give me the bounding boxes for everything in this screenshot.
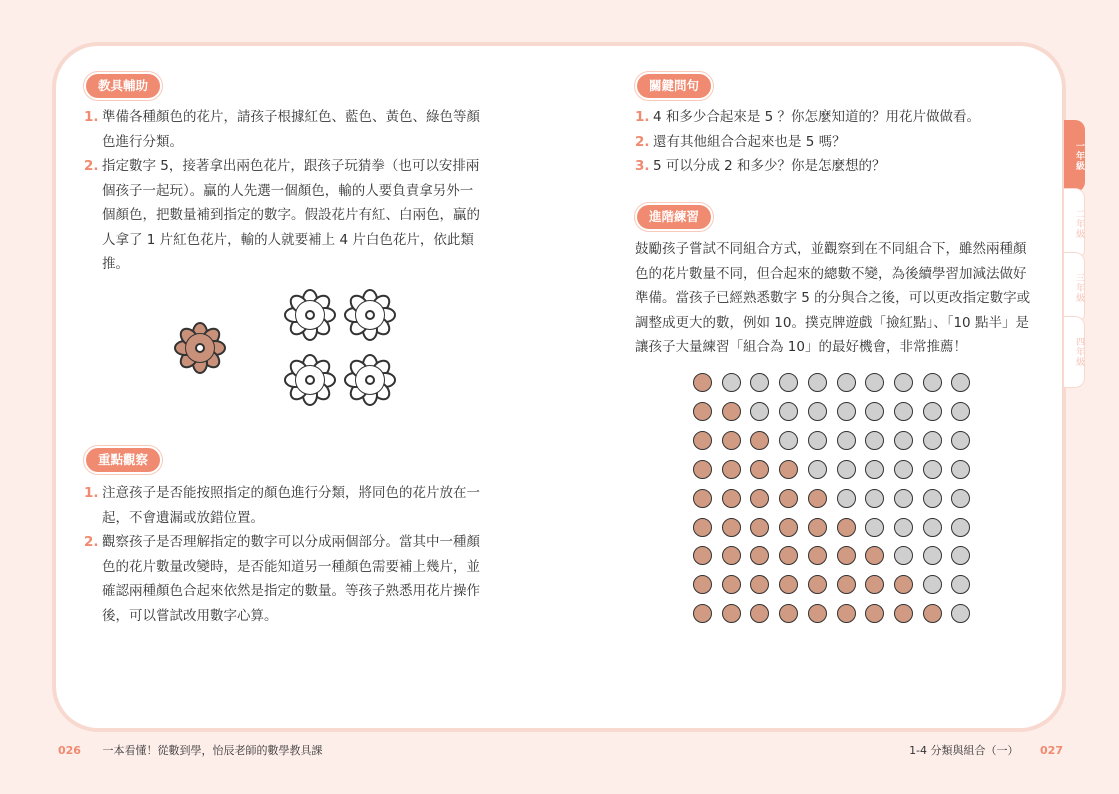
plain-dot — [923, 373, 942, 392]
plain-dot — [779, 431, 798, 450]
colored-dot — [779, 518, 798, 537]
white-flower-chip — [285, 290, 335, 340]
colored-dot — [923, 604, 942, 623]
list-number: 1. — [84, 109, 99, 125]
white-flower-chip — [285, 355, 335, 405]
list-item — [84, 105, 486, 154]
plain-dot — [894, 518, 913, 537]
list-text: 4 和多少合起來是 5 ？你怎麼知道的？用花片做做看。 — [653, 109, 981, 125]
tab-grade-1[interactable]: 一年級 — [1064, 120, 1085, 192]
plain-dot — [837, 460, 856, 479]
colored-dot — [750, 460, 769, 479]
section-title-key-questions: 關鍵問句 — [637, 74, 711, 98]
plain-dot — [894, 402, 913, 421]
colored-dot — [693, 373, 712, 392]
plain-dot — [894, 431, 913, 450]
list-item — [635, 154, 1045, 179]
list-text: 準備各種顏色的花片，請孩子根據紅色、藍色、黃色、綠色等顏色進行分類。 — [102, 109, 480, 150]
list-text: 還有其他組合合起來也是 5 嗎？ — [653, 133, 846, 150]
colored-dot — [693, 460, 712, 479]
plain-dot — [865, 402, 884, 421]
list-number: 3. — [635, 158, 650, 174]
colored-dot — [750, 518, 769, 537]
plain-dot — [722, 373, 741, 392]
white-flower-chip — [345, 290, 395, 340]
colored-dot — [722, 604, 741, 623]
plain-dot — [837, 489, 856, 508]
colored-dot — [693, 489, 712, 508]
section-title-advanced-practice: 進階練習 — [637, 205, 711, 229]
plain-dot — [923, 546, 942, 565]
plain-dot — [808, 402, 827, 421]
colored-dot — [808, 489, 827, 508]
colored-dot — [722, 489, 741, 508]
colored-dot — [837, 518, 856, 537]
colored-dot — [837, 604, 856, 623]
plain-dot — [951, 518, 970, 537]
plain-dot — [865, 489, 884, 508]
list-number: 2. — [84, 158, 99, 174]
left-page-number: 026 — [58, 744, 81, 757]
colored-dot — [808, 518, 827, 537]
plain-dot — [865, 460, 884, 479]
white-flower-chip — [345, 355, 395, 405]
colored-dot — [722, 518, 741, 537]
colored-flower-chip — [175, 323, 225, 373]
plain-dot — [865, 431, 884, 450]
colored-dot — [894, 604, 913, 623]
plain-dot — [865, 518, 884, 537]
plain-dot — [837, 402, 856, 421]
colored-dot — [779, 489, 798, 508]
list-item — [635, 130, 1045, 155]
teaching-aids-list — [84, 105, 486, 277]
plain-dot — [894, 373, 913, 392]
colored-dot — [722, 431, 741, 450]
section-title-key-observation: 重點觀察 — [86, 448, 160, 472]
key-questions-list — [635, 105, 1045, 179]
flower-illustration — [160, 285, 420, 415]
colored-dot — [693, 402, 712, 421]
colored-dot — [722, 460, 741, 479]
colored-dot — [693, 431, 712, 450]
list-item — [635, 105, 1045, 130]
colored-dot — [837, 575, 856, 594]
list-text: 觀察孩子是否理解指定的數字可以分成兩個部分。當其中一種顏色的花片數量改變時，是否能知道另一種顏色需要補上幾片，並確認兩種顏色合起來依然是指定的數量。等孩子熟悉用花片操作後，可以嘗試改用數字心算。 — [102, 534, 480, 624]
plain-dot — [894, 489, 913, 508]
plain-dot — [923, 575, 942, 594]
plain-dot — [837, 373, 856, 392]
plain-dot — [894, 460, 913, 479]
plain-dot — [951, 460, 970, 479]
plain-dot — [808, 460, 827, 479]
book-title: 一本看懂！從數到學，怡辰老師的數學教具課 — [102, 744, 323, 757]
colored-dot — [750, 489, 769, 508]
colored-dot — [808, 604, 827, 623]
plain-dot — [923, 518, 942, 537]
list-item — [84, 481, 486, 530]
plain-dot — [923, 402, 942, 421]
plain-dot — [808, 373, 827, 392]
right-page-number: 027 — [1040, 744, 1063, 757]
plain-dot — [951, 489, 970, 508]
list-number: 1. — [84, 485, 99, 501]
colored-dot — [722, 402, 741, 421]
key-observation-list — [84, 481, 486, 628]
chapter-title: 1-4 分類與組合（一） — [909, 744, 1019, 757]
plain-dot — [923, 489, 942, 508]
footer-right — [909, 742, 1063, 758]
list-text: 5 可以分成 2 和多少？你是怎麼想的？ — [653, 158, 886, 174]
colored-dot — [779, 460, 798, 479]
plain-dot — [808, 431, 827, 450]
plain-dot — [779, 373, 798, 392]
plain-dot — [923, 460, 942, 479]
tab-grade-4[interactable]: 四年級 — [1064, 316, 1085, 388]
plain-dot — [779, 402, 798, 421]
list-number: 1. — [635, 109, 650, 125]
colored-dot — [693, 518, 712, 537]
footer-left — [58, 742, 322, 758]
colored-dot — [808, 575, 827, 594]
list-text: 指定數字 5，接著拿出兩色花片，跟孩子玩猜拳（也可以安排兩個孩子一起玩）。贏的人先選一個顏色，輸的人要負責拿另外一個顏色，把數量補到指定的數字。假設花片有紅、白兩色，贏的人拿了 1 片紅色花片，輸的人就要補上 4 片白色花片，依此類推。 — [102, 158, 480, 272]
plain-dot — [923, 431, 942, 450]
list-item — [84, 154, 486, 277]
tab-grade-3[interactable]: 三年級 — [1064, 252, 1085, 324]
colored-dot — [837, 546, 856, 565]
advanced-practice-text: 鼓勵孩子嘗試不同組合方式，並觀察到在不同組合下，雖然兩種顏色的花片數量不同，但合起來的總數不變，為後續學習加減法做好準備。當孩子已經熟悉數字 5 的分與合之後，可以更改指定數字或調整成更大的數，例如 10。撲克牌遊戲「撿紅點」、「10 點半」是讓孩子大量練習「組合為 10」的最好機會，非常推薦！ — [635, 241, 1031, 355]
plain-dot — [951, 431, 970, 450]
colored-dot — [722, 546, 741, 565]
plain-dot — [837, 431, 856, 450]
list-item — [84, 530, 486, 628]
colored-dot — [722, 575, 741, 594]
list-number: 2. — [84, 534, 99, 550]
list-number: 2. — [635, 133, 650, 150]
tab-grade-2[interactable]: 二年級 — [1064, 188, 1085, 260]
section-title-teaching-aids: 教具輔助 — [86, 74, 160, 98]
list-text: 注意孩子是否能按照指定的顏色進行分類，將同色的花片放在一起，不會遺漏或放錯位置。 — [102, 485, 480, 526]
